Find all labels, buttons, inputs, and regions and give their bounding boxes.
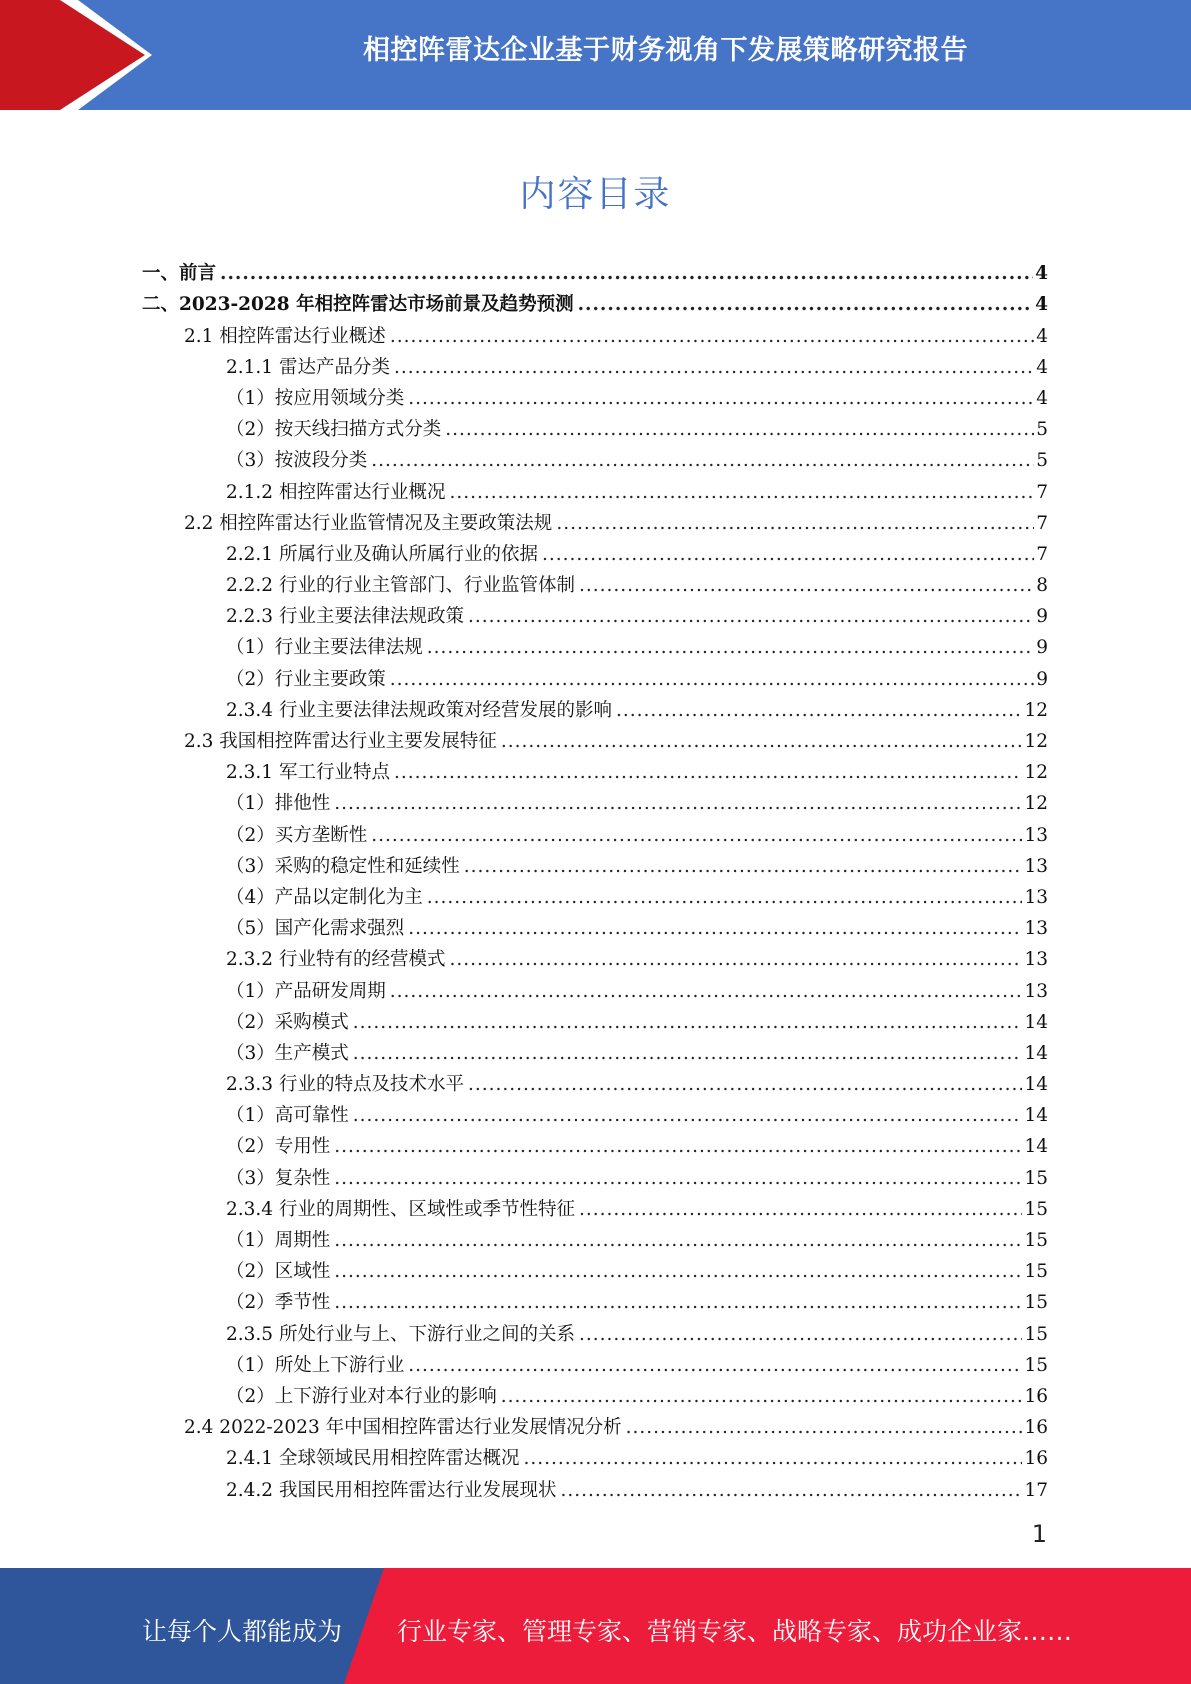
toc-entry[interactable] [142,971,1048,1002]
toc-entry[interactable] [142,1283,1048,1314]
toc-entry[interactable] [142,441,1048,472]
toc-entry[interactable] [142,1127,1048,1158]
toc-entry-page: 15 [1024,1230,1048,1251]
toc-dot-leader [390,326,1034,348]
toc-entry-text: 2.2.3 行业主要法律法规政策 [226,606,464,628]
toc-entry[interactable] [142,1408,1048,1439]
toc-entry-page: 9 [1036,606,1048,628]
toc-entry-text: 2.3.3 行业的特点及技术水平 [226,1074,464,1096]
toc-entry[interactable] [142,1190,1048,1221]
toc-dot-leader [560,1480,1022,1502]
toc-entry-text: 2.3.2 行业特有的经营模式 [226,949,446,971]
toc-entry-text: （2）上下游行业对本行业的影响 [226,1385,497,1407]
toc-entry-page: 9 [1036,637,1048,659]
footer-banner [0,1568,1191,1684]
toc-entry-text: （5）国产化需求强烈 [226,918,405,940]
toc-dot-leader [408,918,1022,940]
toc-entry-text: （1）所处上下游行业 [226,1354,405,1376]
toc-entry-text: （2）按天线扫描方式分类 [226,419,442,441]
toc-dot-leader [501,731,1023,753]
toc-dot-leader [578,294,1034,316]
toc-entry[interactable] [142,847,1048,878]
toc-entry[interactable] [142,1158,1048,1189]
toc-entry-text: （2）行业主要政策 [226,668,386,690]
toc-entry-text: 2.3 我国相控阵雷达行业主要发展特征 [184,731,497,752]
toc-entry[interactable] [142,1221,1048,1252]
toc-entry-text: （2）区域性 [226,1261,331,1283]
toc-dot-leader [449,949,1022,971]
toc-entry-page: 13 [1024,949,1048,971]
toc-entry-text: （3）采购的稳定性和延续性 [226,855,460,877]
toc-entry-text: （1）按应用领域分类 [226,387,405,409]
toc-dot-leader [579,1199,1022,1221]
toc-entry[interactable] [142,597,1048,628]
toc-dot-leader [449,482,1034,504]
toc-entry[interactable] [142,1314,1048,1345]
toc-title: 内容目录 [519,174,672,215]
toc-entry-page: 12 [1024,699,1048,721]
toc-dot-leader [626,1417,1023,1439]
toc-entry-page: 7 [1036,543,1048,565]
toc-entry-text: （4）产品以定制化为主 [226,886,423,908]
toc-entry[interactable] [142,285,1048,316]
toc-entry-page: 14 [1024,1042,1048,1064]
toc-entry-page: 7 [1036,512,1048,534]
toc-entry-page: 7 [1036,481,1048,503]
toc-entry[interactable] [142,1003,1048,1034]
toc-entry-text: （3）生产模式 [226,1042,349,1064]
toc-entry-page: 15 [1024,1198,1048,1220]
toc-entry[interactable] [142,1470,1048,1501]
toc-entry-page: 12 [1024,762,1048,784]
toc-entry-text: 2.2 相控阵雷达行业监管情况及主要政策法规 [184,512,553,534]
toc-entry[interactable] [142,379,1048,410]
toc-entry-text: 2.4 2022-2023 年中国相控阵雷达行业发展情况分析 [184,1417,622,1439]
table-of-contents [142,254,1048,1502]
toc-entry[interactable] [142,348,1048,379]
toc-entry[interactable] [142,1034,1048,1065]
toc-dot-leader [501,1386,1023,1408]
toc-entry-page: 14 [1024,1105,1048,1127]
toc-dot-leader [464,856,1023,878]
toc-dot-leader [468,1074,1022,1096]
toc-entry-page: 15 [1024,1323,1048,1345]
toc-entry-page: 4 [1036,387,1048,409]
toc-dot-leader [334,1136,1022,1158]
toc-entry-text: 2.2.2 行业的行业主管部门、行业监管体制 [226,575,575,597]
toc-entry-page: 14 [1024,1011,1048,1033]
toc-entry[interactable] [142,815,1048,846]
toc-entry[interactable] [142,1377,1048,1408]
toc-dot-leader [408,388,1034,410]
toc-entry[interactable] [142,410,1048,441]
toc-dot-leader [371,450,1034,472]
toc-entry[interactable] [142,472,1048,503]
toc-entry-page: 13 [1024,855,1048,877]
toc-entry-text: 2.3.5 所处行业与上、下游行业之间的关系 [226,1323,575,1345]
toc-entry-page: 13 [1024,824,1048,846]
toc-entry-text: 二、2023-2028 年相控阵雷达市场前景及趋势预测 [142,294,574,316]
toc-entry-text: （1）产品研发周期 [226,980,386,1002]
toc-entry-text: （1）高可靠性 [226,1105,349,1127]
toc-entry[interactable] [142,691,1048,722]
toc-entry-page: 4 [1035,294,1048,316]
toc-entry-page: 4 [1035,263,1048,285]
toc-entry[interactable] [142,659,1048,690]
toc-entry[interactable] [142,1252,1048,1283]
toc-entry-page: 15 [1024,1261,1048,1283]
toc-entry[interactable] [142,940,1048,971]
toc-entry-text: 2.1.1 雷达产品分类 [226,356,390,378]
toc-entry-text: 2.1 相控阵雷达行业概述 [184,325,386,347]
toc-dot-leader [556,513,1034,535]
toc-entry[interactable] [142,722,1048,753]
toc-entry-text: （2）采购模式 [226,1011,349,1033]
toc-entry-text: （1）行业主要法律法规 [226,637,423,659]
toc-dot-leader [334,1261,1022,1283]
toc-entry-page: 5 [1036,419,1048,441]
toc-entry[interactable] [142,535,1048,566]
toc-entry-text: （1）周期性 [226,1230,331,1251]
toc-dot-leader [445,419,1034,441]
report-title: 相控阵雷达企业基于财务视角下发展策略研究报告 [363,35,968,66]
toc-dot-leader [353,1043,1023,1065]
toc-entry-text: 一、前言 [142,263,217,285]
toc-entry-page: 16 [1024,1417,1048,1439]
toc-dot-leader [353,1012,1023,1034]
toc-dot-leader [523,1448,1022,1470]
toc-dot-leader [579,1324,1022,1346]
toc-entry[interactable] [142,504,1048,535]
toc-dot-leader [390,669,1034,691]
toc-entry[interactable] [142,878,1048,909]
toc-entry-page: 15 [1024,1354,1048,1376]
toc-entry-text: 2.1.2 相控阵雷达行业概况 [226,481,446,503]
toc-dot-leader [220,263,1033,285]
toc-entry-page: 4 [1036,356,1048,378]
toc-entry-text: （2）季节性 [226,1292,331,1314]
toc-dot-leader [394,762,1022,784]
toc-entry[interactable] [142,784,1048,815]
header-banner [0,0,1191,110]
toc-entry[interactable] [142,1065,1048,1096]
toc-entry[interactable] [142,753,1048,784]
toc-entry-page: 4 [1036,325,1048,347]
toc-entry[interactable] [142,566,1048,597]
toc-entry-text: 2.2.1 所属行业及确认所属行业的依据 [226,543,538,565]
toc-entry-page: 15 [1024,1167,1048,1189]
toc-entry-text: （2）买方垄断性 [226,824,368,846]
toc-entry[interactable] [142,1096,1048,1127]
toc-entry-page: 13 [1024,918,1048,940]
toc-entry-text: 2.3.4 行业的周期性、区域性或季节性特征 [226,1198,575,1220]
toc-entry-text: 2.4.1 全球领域民用相控阵雷达概况 [226,1448,520,1470]
toc-entry-page: 12 [1024,793,1048,815]
toc-entry-page: 5 [1036,450,1048,472]
page-number: 1 [1031,1520,1047,1548]
toc-dot-leader [468,606,1034,628]
toc-dot-leader [371,825,1022,847]
toc-dot-leader [427,887,1023,909]
toc-dot-leader [542,544,1034,566]
toc-entry[interactable] [142,254,1048,285]
toc-entry[interactable] [142,909,1048,940]
toc-entry-page: 16 [1024,1448,1048,1470]
toc-entry[interactable] [142,1346,1048,1377]
toc-entry-page: 8 [1036,575,1048,597]
toc-dot-leader [353,1105,1023,1127]
toc-entry-page: 17 [1024,1479,1048,1501]
toc-dot-leader [579,575,1034,597]
toc-entry[interactable] [142,1439,1048,1470]
toc-dot-leader [616,700,1022,722]
toc-dot-leader [394,357,1034,379]
footer-slogan-right: 行业专家、管理专家、营销专家、战略专家、成功企业家…… [397,1617,1073,1646]
toc-entry[interactable] [142,316,1048,347]
toc-entry-text: 2.3.4 行业主要法律法规政策对经营发展的影响 [226,699,612,721]
toc-dot-leader [334,1292,1022,1314]
toc-entry-text: （1）排他性 [226,793,331,815]
toc-dot-leader [334,1230,1022,1252]
toc-entry-text: （2）专用性 [226,1136,331,1158]
toc-dot-leader [427,637,1034,659]
toc-entry-page: 9 [1036,668,1048,690]
toc-entry-page: 12 [1024,731,1048,752]
toc-entry-page: 14 [1024,1074,1048,1096]
toc-entry-text: （3）复杂性 [226,1167,331,1189]
toc-entry-text: 2.4.2 我国民用相控阵雷达行业发展现状 [226,1479,557,1501]
footer-slogan-left: 让每个人都能成为 [142,1617,343,1646]
toc-entry-page: 13 [1024,886,1048,908]
toc-dot-leader [408,1355,1022,1377]
toc-entry-text: （3）按波段分类 [226,450,368,472]
toc-entry-page: 15 [1024,1292,1048,1314]
toc-entry[interactable] [142,628,1048,659]
toc-entry-text: 2.3.1 军工行业特点 [226,762,390,784]
toc-dot-leader [334,1168,1022,1190]
toc-entry-page: 16 [1024,1385,1048,1407]
toc-entry-page: 13 [1024,980,1048,1002]
toc-entry-page: 14 [1024,1136,1048,1158]
toc-dot-leader [334,793,1022,815]
toc-dot-leader [390,981,1023,1003]
